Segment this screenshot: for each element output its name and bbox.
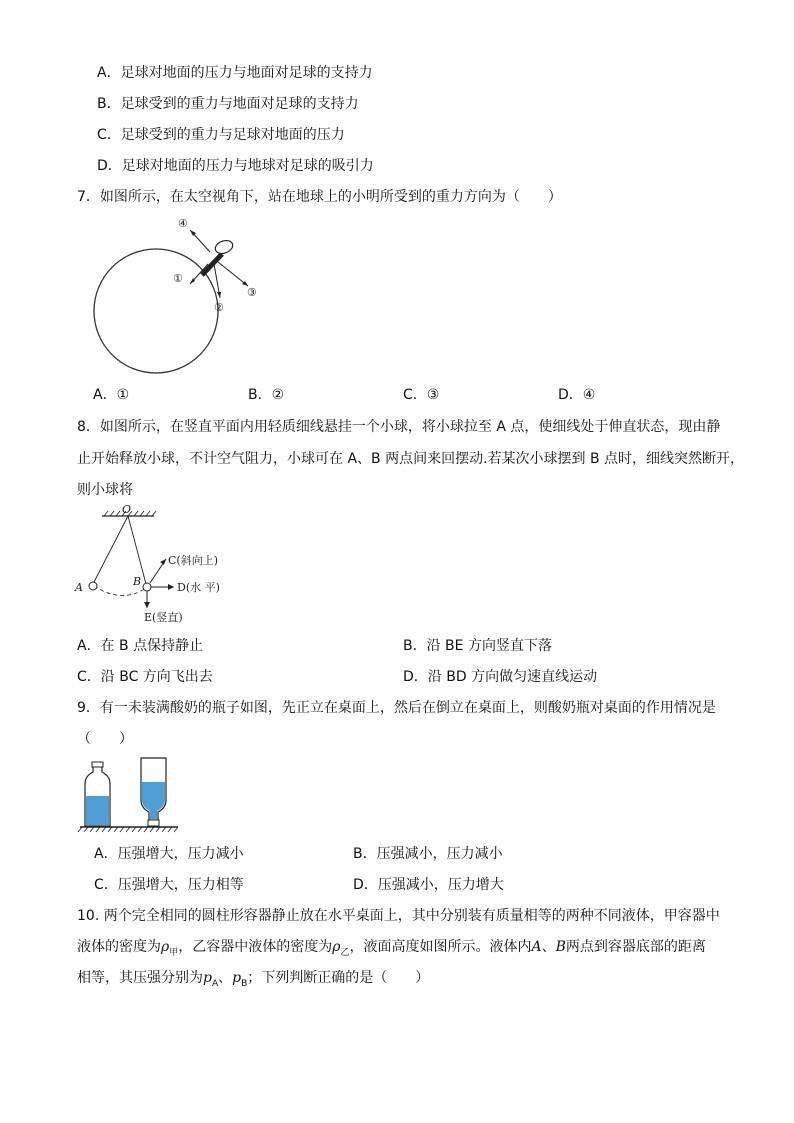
q7-option-d: D．④ — [558, 387, 596, 403]
ball-b — [143, 583, 151, 591]
point-a: A — [531, 939, 542, 955]
ball-a — [89, 582, 97, 590]
q6-option-d: D．足球对地面的压力与地球对足球的吸引力 — [97, 158, 374, 174]
string-ob — [128, 516, 146, 584]
q8-option-b: B．沿 BE 方向竖直下落 — [403, 638, 552, 654]
point-b: B — [555, 939, 566, 955]
q7-stem: 7．如图所示，在太空视角下，站在地球上的小明所受到的重力方向为（ ） — [77, 189, 562, 205]
q7-option-c: C．③ — [403, 387, 440, 403]
q10-text: ，乙容器中液体的密度为 — [178, 939, 333, 955]
q8-pendulum-figure — [72, 504, 252, 634]
q9-stem: 9．有一未装满酸奶的瓶子如图，先正立在桌面上，然后在倒立在桌面上，则酸奶瓶对桌面的作用情况是 — [77, 700, 716, 716]
q6-option-a: A．足球对地面的压力与地面对足球的支持力 — [97, 65, 373, 81]
pressure-symbol: p — [203, 970, 212, 986]
q8-stem-line-2: 止开始释放小球，不计空气阻力，小球可在 A、B 两点间来回摆动.若某次小球摆到 B 点时，细线突然断开， — [77, 451, 745, 467]
rho-sub-jia: 甲 — [169, 947, 179, 958]
label-b: B — [133, 575, 142, 588]
q6-option-c: C．足球受到的重力与足球对地面的压力 — [97, 127, 345, 143]
rho-symbol: ρ — [161, 939, 170, 955]
q10-text: 液体的密度为 — [77, 939, 161, 955]
q9-option-d: D．压强减小，压力增大 — [353, 877, 504, 893]
q10-line-3 — [77, 969, 429, 993]
label-c: C(斜向上) — [168, 554, 218, 567]
pressure-sub-b: B — [241, 978, 248, 989]
person-body — [202, 254, 222, 275]
rho-sub-yi: 乙 — [340, 947, 350, 958]
q8-option-d: D．沿 BD 方向做匀速直线运动 — [403, 669, 598, 685]
q7-earth-figure — [90, 212, 270, 382]
earth-circle — [94, 249, 218, 373]
q10-text: 两点到容器底部的距离 — [565, 939, 706, 955]
q10-text: ；下列判断正确的是（ ） — [247, 970, 430, 986]
q9-option-a: A．压强增大，压力减小 — [94, 846, 244, 862]
pressure-sub-a: A — [211, 978, 219, 989]
q8-option-a: A．在 B 点保持静止 — [77, 638, 204, 654]
string-oa — [94, 516, 128, 582]
q10-line-1: 10. 两个完全相同的圆柱形容器静止放在水平桌面上，其中分别装有质量相等的两种不同液体，甲容器中 — [77, 908, 720, 924]
label-a: A — [75, 581, 83, 594]
label-e: E(竖直) — [144, 611, 183, 624]
inverted-bottle-cap — [148, 820, 159, 826]
q9-bottles-figure — [78, 752, 188, 842]
rho-symbol: ρ — [332, 939, 341, 955]
q8-stem-line-3: 则小球将 — [77, 482, 133, 498]
q10-line-2 — [77, 938, 706, 962]
q7-option-a: A．① — [93, 387, 130, 403]
label-4: ④ — [178, 217, 188, 230]
label-3: ③ — [247, 286, 257, 299]
label-o: O — [122, 503, 132, 516]
q6-option-b: B．足球受到的重力与地面对足球的支持力 — [97, 96, 359, 112]
q9-option-b: B．压强减小，压力减小 — [353, 846, 503, 862]
q8-option-c: C．沿 BC 方向飞出去 — [77, 669, 213, 685]
q9-blank: （ ） — [77, 731, 133, 747]
arrow-3 — [218, 262, 248, 286]
q10-text: ，液面高度如图所示。液体内 — [349, 939, 532, 955]
q8-stem-line-1: 8．如图所示，在竖直平面内用轻质细线悬挂一个小球，将小球拉至 A 点，使细线处于伸直状态，现由静 — [77, 419, 721, 435]
inverted-bottle-liquid — [142, 782, 165, 819]
label-1: ① — [173, 272, 183, 285]
person-head — [213, 238, 234, 255]
q10-text: 、 — [218, 970, 233, 986]
label-d: D(水 平) — [177, 581, 220, 594]
q10-text: 、 — [541, 939, 556, 955]
upright-bottle-liquid — [86, 796, 109, 825]
pressure-symbol: p — [232, 970, 242, 986]
q7-option-b: B．② — [248, 387, 285, 403]
q10-text: 相等，其压强分别为 — [77, 970, 203, 986]
upright-bottle-cap — [92, 762, 103, 767]
label-2: ② — [214, 301, 224, 314]
q9-option-c: C．压强增大，压力相等 — [94, 877, 244, 893]
